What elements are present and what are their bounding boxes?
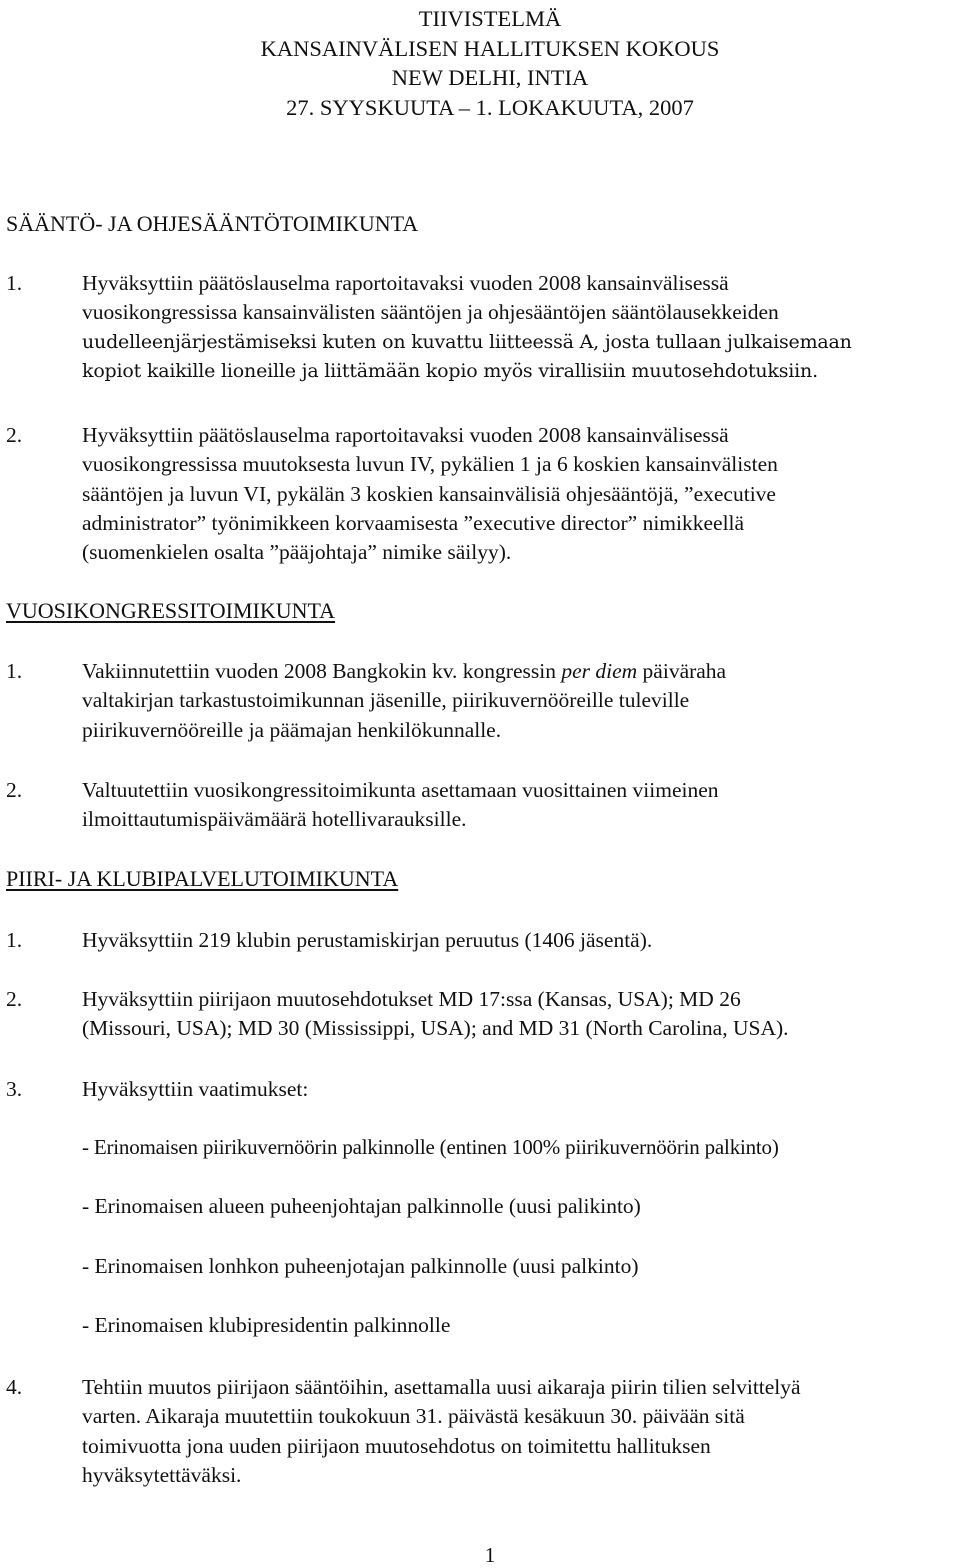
section-title-saanto: SÄÄNTÖ- JA OHJESÄÄNTÖTOIMIKUNTA: [6, 211, 419, 236]
text-line: varten. Aikaraja muutettiin toukokuun 31. päivästä kesäkuun 30. päivään sitä: [82, 1404, 745, 1429]
text-line: Hyväksyttiin vaatimukset:: [82, 1077, 309, 1101]
item-number: 2.: [6, 778, 23, 802]
text-line: toimivuotta jona uuden piirijaon muutosehdotus on toimitettu hallituksen: [82, 1433, 711, 1458]
item-text: [82, 269, 960, 386]
italic-term: per diem: [561, 659, 638, 683]
section-title-piiri: PIIRI- JA KLUBIPALVELUTOIMIKUNTA: [6, 866, 399, 891]
item-text: [82, 421, 960, 567]
text-line: (Missouri, USA); MD 30 (Mississippi, USA); and MD 31 (North Carolina, USA).: [82, 1016, 789, 1041]
text-line: [82, 657, 960, 686]
text-line: kopiot kaikille lioneille ja liittämään kopio myös virallisiin muutosehdotuksiin.: [82, 359, 818, 382]
requirement-item: - Erinomaisen klubipresidentin palkinnolle: [82, 1313, 451, 1337]
text-line: Hyväksyttiin 219 klubin perustamiskirjan peruutus (1406 jäsentä).: [82, 928, 653, 952]
text-line: uudelleenjärjestämiseksi kuten on kuvattu liitteessä A, josta tullaan julkaisemaan: [82, 330, 852, 353]
requirement-item: - Erinomaisen alueen puheenjohtajan palkinnolle (uusi palikinto): [82, 1194, 641, 1218]
header-location: NEW DELHI, INTIA: [391, 65, 589, 90]
item-number: 2.: [6, 987, 23, 1011]
text-line: administrator” työnimikkeen korvaamisesta ”executive director” nimikkeellä: [82, 510, 745, 535]
text-line: ilmoittautumispäivämäärä hotellivarauksille.: [82, 807, 467, 832]
text-line: hyväksytettäväksi.: [82, 1462, 242, 1487]
text-line: piirikuvernööreille ja päämajan henkilökunnalle.: [82, 717, 502, 742]
item-number: 1.: [6, 271, 23, 295]
text-line: Tehtiin muutos piirijaon sääntöihin, asettamalla uusi aikaraja piirin tilien selvittelyä: [82, 1375, 801, 1399]
item-text: [82, 926, 960, 955]
header-title: TIIVISTELMÄ: [418, 6, 562, 31]
text-segment: päiväraha: [637, 659, 727, 683]
text-line: Valtuutettiin vuosikongressitoimikunta asettamaan vuosittainen viimeinen: [82, 778, 719, 802]
item-text: [82, 1373, 960, 1490]
page-number: 1: [484, 1543, 496, 1567]
text-line: valtakirjan tarkastustoimikunnan jäsenille, piirikuvernööreille tuleville: [82, 688, 690, 713]
item-text: [82, 1075, 960, 1104]
item-number: 1.: [6, 928, 23, 952]
section-title-vuosikongressi: VUOSIKONGRESSITOIMIKUNTA: [6, 598, 336, 623]
text-segment: Vakiinnutettiin vuoden 2008 Bangkokin kv. kongressin: [82, 659, 562, 683]
requirement-item: - Erinomaisen piirikuvernöörin palkinnolle (entinen 100% piirikuvernöörin palkinto): [82, 1135, 779, 1159]
item-number: 3.: [6, 1077, 23, 1101]
item-number: 1.: [6, 659, 23, 683]
document-header: [0, 4, 960, 122]
header-meeting: KANSAINVÄLISEN HALLITUKSEN KOKOUS: [260, 35, 720, 61]
header-dates: 27. SYYSKUUTA – 1. LOKAKUUTA, 2007: [286, 94, 694, 120]
item-text: [82, 657, 960, 745]
text-line: Hyväksyttiin piirijaon muutosehdotukset MD 17:ssa (Kansas, USA); MD 26: [82, 987, 741, 1011]
requirement-item: - Erinomaisen lonhkon puheenjotajan palkinnolle (uusi palkinto): [82, 1254, 639, 1278]
text-line: sääntöjen ja luvun VI, pykälän 3 koskien kansainvälisiä ohjesääntöjä, ”executive: [82, 481, 776, 506]
item-text: [82, 776, 960, 835]
text-line: (suomenkielen osalta ”pääjohtaja” nimike säilyy).: [82, 540, 512, 565]
text-line: vuosikongressissa kansainvälisten sääntöjen ja ohjesääntöjen sääntölausekkeiden: [82, 300, 779, 325]
text-line: Hyväksyttiin päätöslauselma raportoitavaksi vuoden 2008 kansainvälisessä: [82, 271, 729, 295]
item-number: 2.: [6, 423, 23, 447]
text-line: vuosikongressissa muutoksesta luvun IV, pykälien 1 ja 6 koskien kansainvälisten: [82, 452, 778, 477]
item-number: 4.: [6, 1375, 23, 1399]
text-line: Hyväksyttiin päätöslauselma raportoitavaksi vuoden 2008 kansainvälisessä: [82, 423, 729, 447]
item-text: [82, 985, 960, 1044]
